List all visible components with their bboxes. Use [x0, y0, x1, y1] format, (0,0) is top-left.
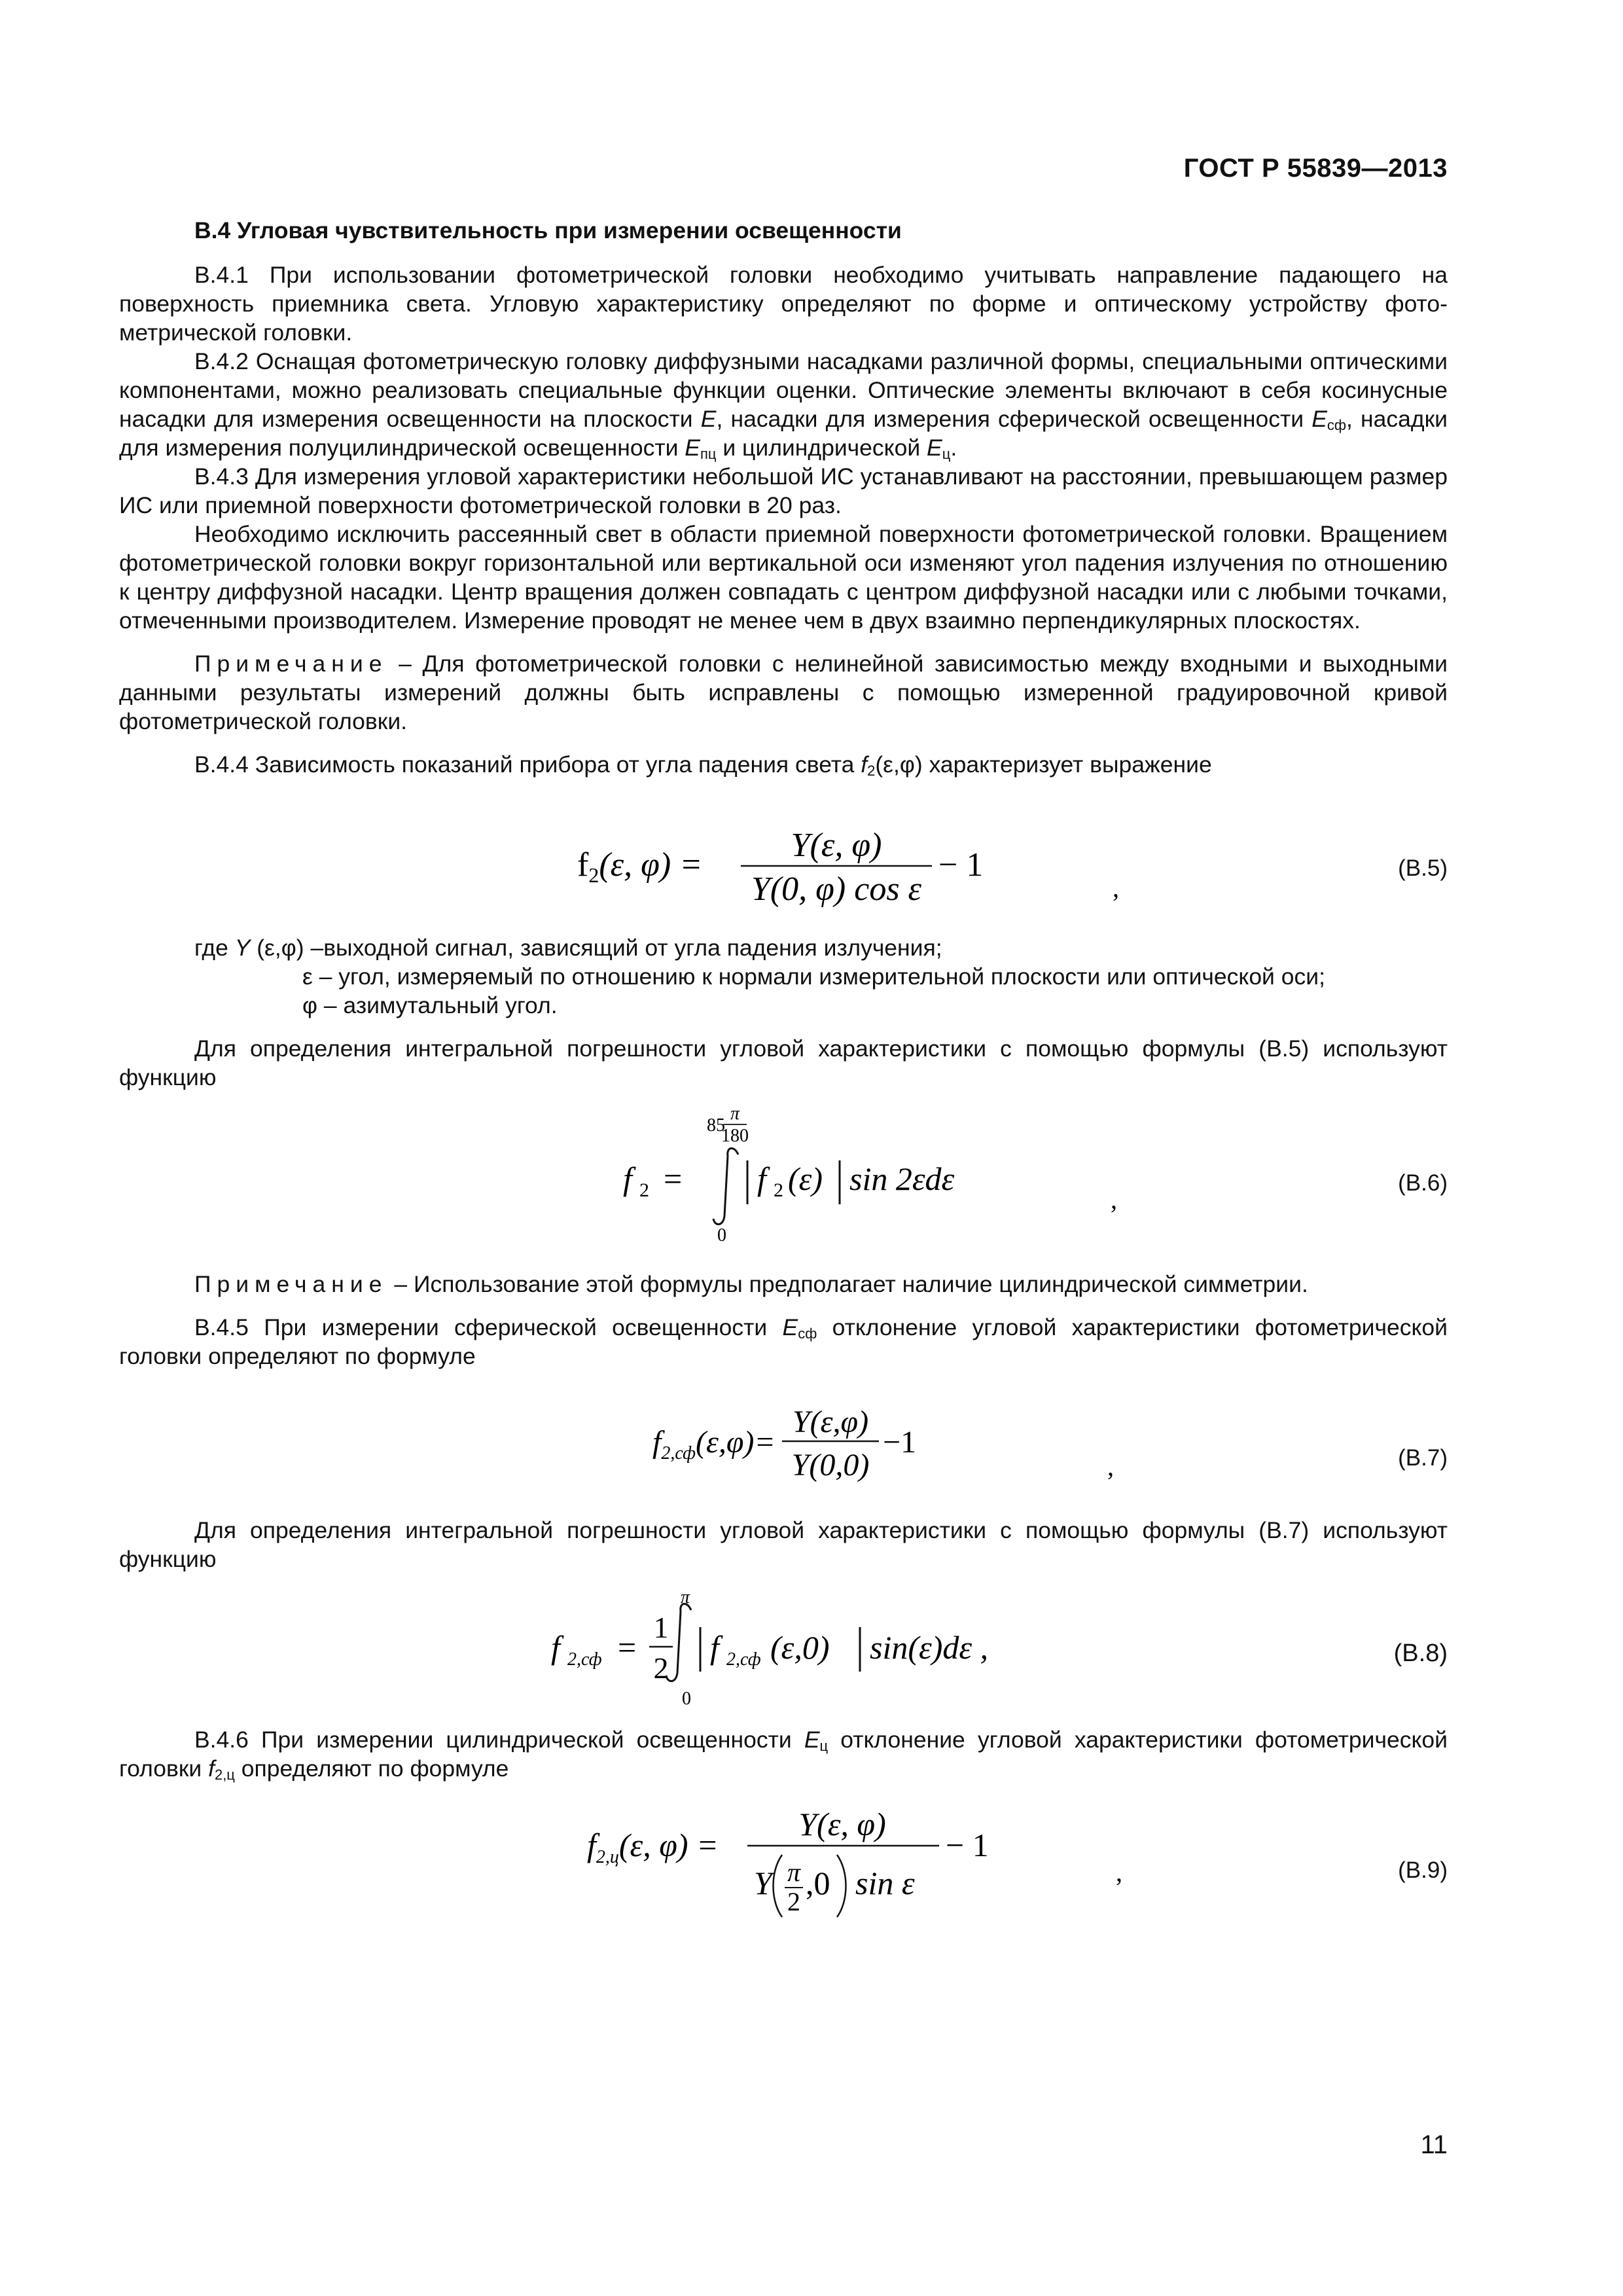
svg-text:1: 1 — [653, 1611, 669, 1644]
svg-text:,0: ,0 — [806, 1865, 830, 1901]
paragraph-b43: В.4.3 Для измерения угловой характеристики небольшой ИС устанавливают на расстоянии, превышающем размер ИС или приемной поверхности фотометрической головки в 20 раз. — [119, 463, 1448, 518]
paragraph-b46: В.4.6 При измерении цилиндрической освещенности $E_ц$ отклонение угловой характеристики фотометрической головки $f_{2,ц}$ определяют по формуле — [119, 1727, 1448, 1783]
note-nonlinear: Примечание – Для фотометрической головки с нелинейной зависимостью между входными и выходными данными результаты измерений должны быть исправлены с помощью измеренной градуировочной кривой фотометрической головки. — [119, 651, 1448, 734]
svg-text:,: , — [1116, 1857, 1122, 1887]
svg-text:180: 180 — [721, 1126, 749, 1146]
svg-text:f2,ц(ε, φ) =: $f_{2,ц}(\varepsilon$, φ) = — [587, 1827, 719, 1867]
section-title: В.4 Угловая чувствительность при измерении освещенности — [194, 217, 902, 243]
formula-b7 — [119, 1371, 1448, 1501]
svg-text:Y(ε,φ): Y(ε,φ) — [792, 1405, 869, 1439]
svg-text:sin(ε)dε ,: sin(ε)dε , — [870, 1629, 989, 1666]
where-epsilon: ε – угол, измеряемый по отношению к нормали измерительной плоскости или оптической оси; — [302, 963, 1325, 990]
paragraph-stray-light: Необходимо исключить рассеянный свет в области приемной поверхности фотометрической головки. Вращением фотометрической головки вокруг горизонтальной или вертикальной оси изменяют угол падения излучения по отношению к центру диффузной насадки. Центр вращения должен совпадать с центром диффузной насадки или с любыми точками, отмеченными производителем. Измерение проводят не менее чем в двух взаимно перпендикулярных плоскостях. — [119, 521, 1448, 634]
svg-text:85: 85 — [707, 1115, 725, 1136]
svg-text:− 1: − 1 — [938, 846, 984, 884]
svg-text:Y(0, φ) cos ε: Y(0, φ) cos ε — [751, 870, 922, 908]
svg-text:=: = — [664, 1160, 683, 1197]
svg-text:sin ε: sin ε — [855, 1865, 915, 1901]
svg-text:π: π — [681, 1587, 690, 1607]
svg-text:2: 2 — [774, 1179, 783, 1201]
svg-text:f: f — [710, 1629, 719, 1666]
formula-b5-number: (В.5) — [1398, 855, 1448, 881]
svg-text:(ε,0): (ε,0) — [770, 1629, 830, 1666]
paragraph-b42: В.4.2 Оснащая фотометрическую головку диффузными насадками различной формы, специальными оптическими компонентами, можно реализовать специальные функции оценки. Оптические элементы включают в себя косинусные насадки для измерения освещенности на плоскости E, насадки для измерения сферической освещенности $E_{сф}$, насадки для измерения полуцилиндрической освещенности $E_{пц}$ и цилиндрической $E_ц$. — [119, 348, 1448, 462]
svg-text:0: 0 — [682, 1689, 691, 1709]
formula-b5-math — [577, 779, 1166, 929]
formula-b8-number: (В.8) — [1393, 1640, 1448, 1667]
svg-text:f2,сф(ε,φ)=: $f_{2,сф}(\varepsilon,\varphi)=$ — [652, 1425, 776, 1463]
svg-text:2: 2 — [639, 1179, 649, 1201]
formula-b8-math — [551, 1573, 1205, 1711]
formula-b9-number: (В.9) — [1398, 1857, 1448, 1883]
where-phi: φ – азимутальный угол. — [302, 992, 558, 1018]
svg-text:f: f — [623, 1160, 632, 1197]
svg-text:=: = — [618, 1629, 637, 1666]
svg-text:(ε): (ε) — [788, 1160, 823, 1197]
svg-text:2: 2 — [787, 1887, 800, 1916]
svg-text:sin 2εdε: sin 2εdε — [849, 1160, 955, 1197]
formula-b8 — [119, 1573, 1448, 1711]
svg-text:Y(ε, φ): Y(ε, φ) — [798, 1806, 886, 1842]
paragraph-b45: В.4.5 При измерении сферической освещенности $E_{сф}$ отклонение угловой характеристики фотометрической головки определяют по формуле — [119, 1314, 1448, 1369]
note-cylindrical: Примечание – Использование этой формулы предполагает наличие цилиндрической симметрии. — [194, 1271, 1308, 1297]
svg-text:f2(ε, φ) =: f2(ε, φ) = — [577, 846, 703, 887]
formula-b9 — [119, 1783, 1448, 1940]
page-number: 11 — [1420, 2130, 1448, 2159]
svg-text:f: f — [551, 1629, 560, 1666]
paragraph-b41: В.4.1 При использовании фотометрической головки необходимо учитывать направление падающего на поверхность приемника света. Угловую характеристику определяют по форме и оптическому устройству фотометрической головки. — [119, 262, 1448, 346]
where-list — [119, 933, 1448, 1020]
paragraph-integral-b7: Для определения интегральной погрешности угловой характеристики с помощью формулы (В.7) используют функцию — [119, 1517, 1448, 1572]
svg-text:−1: −1 — [883, 1425, 917, 1460]
formula-b6 — [119, 1092, 1448, 1255]
svg-text:2: 2 — [653, 1651, 669, 1685]
page-content — [119, 216, 1448, 1940]
formula-b6-math — [623, 1092, 1147, 1255]
svg-text:,: , — [1107, 1452, 1114, 1481]
svg-text:0: 0 — [717, 1225, 726, 1246]
svg-text:,: , — [1113, 873, 1119, 903]
paragraph-integral-b5: Для определения интегральной погрешности угловой характеристики с помощью формулы (В.5) используют функцию — [119, 1035, 1448, 1090]
paragraph-b44: В.4.4 Зависимость показаний прибора от угла падения света $f_2(\varepsilon,\varphi)$ характеризует выражение — [194, 751, 1212, 779]
document-code: ГОСТ Р 55839—2013 — [1183, 154, 1448, 183]
svg-text:π: π — [787, 1857, 801, 1887]
svg-text:f: f — [757, 1160, 766, 1197]
svg-text:2,сф: 2,сф — [726, 1649, 761, 1670]
svg-text:2,сф: 2,сф — [567, 1649, 602, 1670]
svg-text:,: , — [1111, 1185, 1117, 1214]
formula-b9-math — [587, 1783, 1176, 1940]
svg-text:π: π — [730, 1103, 740, 1124]
svg-text:− 1: − 1 — [946, 1827, 989, 1863]
formula-b7-math — [652, 1371, 1143, 1501]
where-y: где Y (ε,φ) –выходной сигнал, зависящий от угла падения излучения; — [194, 935, 942, 961]
formula-b7-number: (В.7) — [1398, 1445, 1448, 1471]
svg-text:Y(ε, φ): Y(ε, φ) — [791, 827, 882, 864]
formula-b6-number: (В.6) — [1398, 1170, 1448, 1196]
formula-b5 — [119, 779, 1448, 929]
svg-text:Y(0,0): Y(0,0) — [791, 1448, 870, 1482]
svg-text:Y: Y — [754, 1865, 772, 1901]
